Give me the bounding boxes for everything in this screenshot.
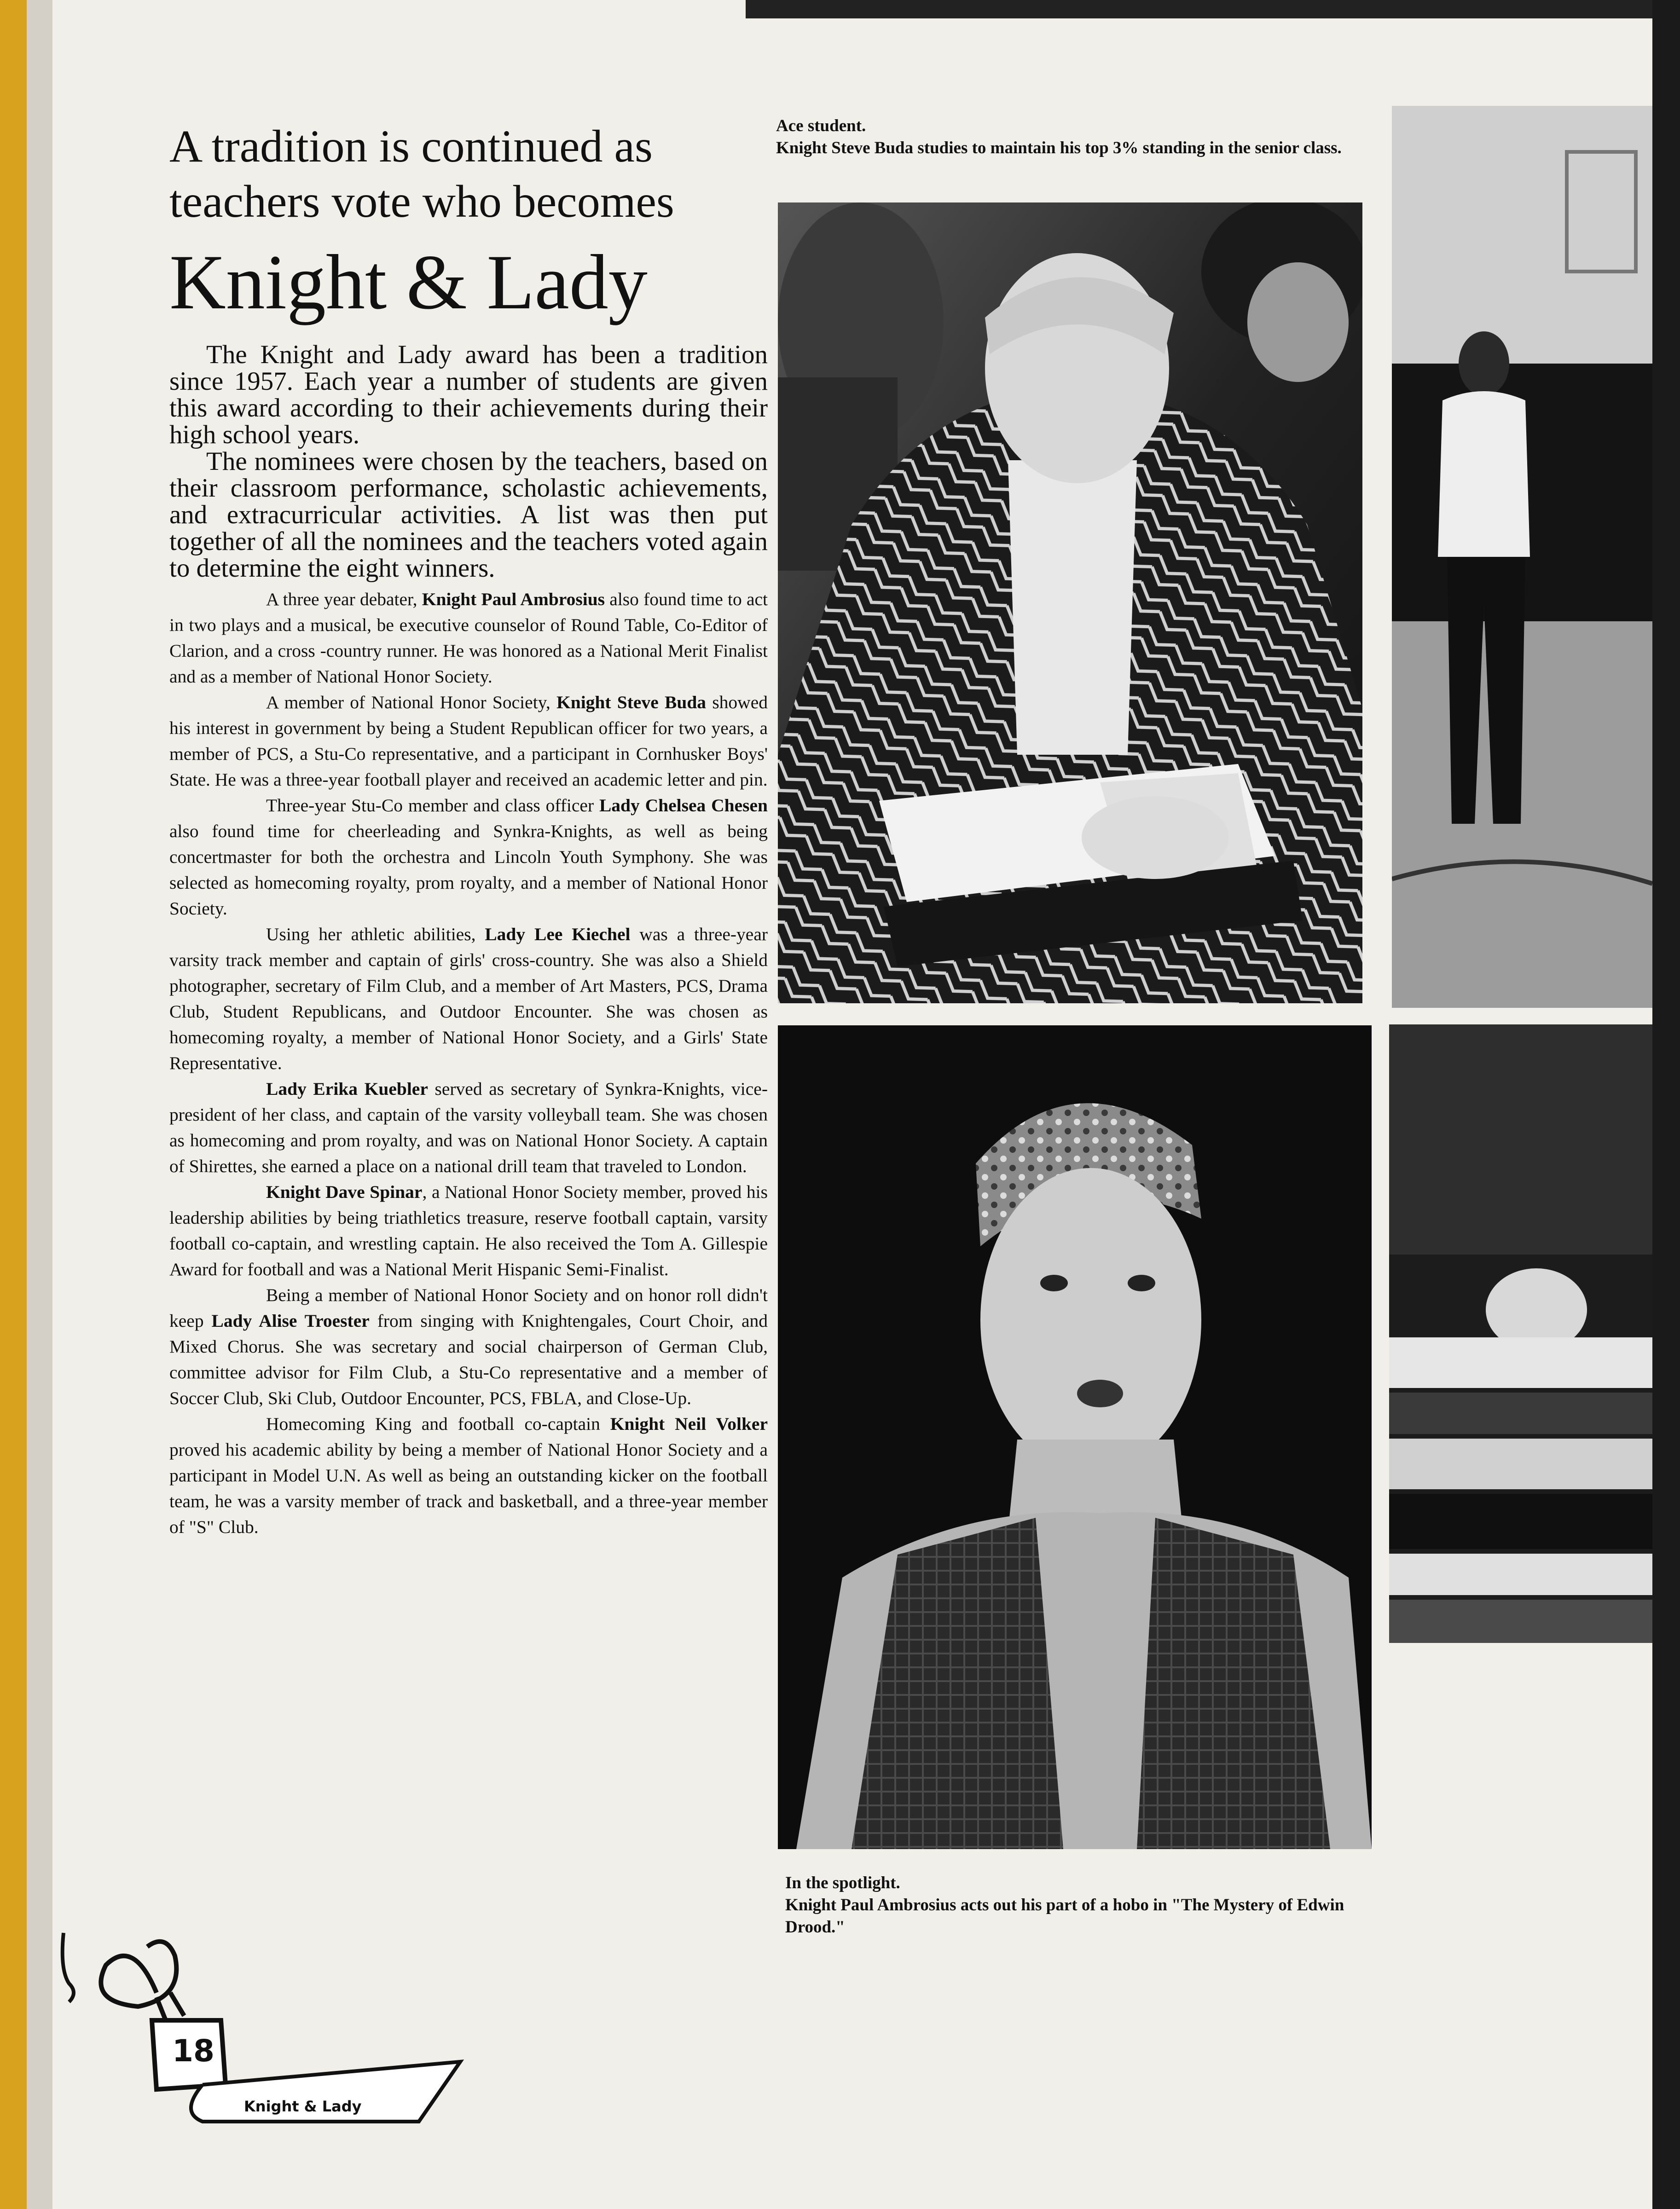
caption-title: In the spotlight. [785, 1874, 900, 1892]
bio-paragraph [169, 792, 768, 921]
bio-text: proved his academic ability by being a member of National Honor Society and a participant in Model U.N. As well as being an outstanding kicker on the football team, he was a varsity member of track and basketball, and a three-year member of "S" Club. [169, 1440, 768, 1537]
bio-text: Using her athletic abilities, [266, 924, 485, 944]
section-label: Knight & Lady [244, 2098, 362, 2115]
caption-text: Knight Paul Ambrosius acts out his part of a hobo in "The Mystery of Edwin Drood." [785, 1896, 1344, 1937]
intro-paragraph: The Knight and Lady award has been a tradition since 1957. Each year a number of students are given this award according to their achievements during their high school years. [169, 340, 768, 449]
bio-text: , a National Honor Society member, proved his leadership abilities by being triathletics treasure, reserve football captain, varsity football co-captain, and wrestling captain. He also received the Tom A. Gillespie Award for football and was a National Merit Hispanic Semi-Finalist. [169, 1182, 768, 1279]
page-edge-left [0, 0, 27, 2209]
bio-paragraph [169, 689, 768, 792]
intro-section [169, 341, 768, 582]
page-edge-top [746, 0, 1680, 18]
photo-student-studying [778, 202, 1362, 1003]
bio-name: Knight Paul Ambrosius [422, 589, 605, 609]
bio-paragraph [169, 1282, 768, 1411]
title-line-2: teachers vote who becomes [169, 176, 674, 227]
page-gutter [27, 0, 52, 2209]
bio-text: A three year debater, [266, 589, 422, 609]
bio-name: Knight Dave Spinar [266, 1182, 423, 1202]
bio-paragraph [169, 1411, 768, 1540]
photo-caption-bottom [785, 1872, 1402, 1938]
page-title [169, 119, 763, 330]
intro-paragraph: The nominees were chosen by the teachers, based on their classroom performance, scholastic achievements, and extracurricular activities. A list was then put together of all the nominees and the teachers voted again to determine the eight winners. [169, 447, 768, 583]
title-line-1: A tradition is continued as [169, 121, 653, 172]
bio-text: Being a member of National Honor Society and on honor roll didn't keep [169, 1285, 768, 1331]
bio-text: from singing with Knightengales, Court Choir, and Mixed Chorus. She was secretary and social chairperson of German Club, committee advisor for Film Club, a Stu-Co representative and a member of Soccer Club, Ski Club, Outdoor Encounter, PCS, FBLA, and Close-Up. [169, 1311, 768, 1408]
caption-text: Knight Steve Buda studies to maintain his top 3% standing in the senior class. [776, 139, 1342, 157]
bio-text: also found time for cheerleading and Synkra-Knights, as well as being concertmaster for both the orchestra and Lincoln Youth Symphony. She was selected as homecoming royalty, prom royalty, and a member of National Honor Society. [169, 821, 768, 919]
bio-text: Homecoming King and football co-captain [266, 1414, 610, 1434]
bio-paragraph [169, 586, 768, 689]
bio-name: Lady Erika Kuebler [266, 1079, 428, 1099]
bio-text: Three-year Stu-Co member and class officer [266, 795, 599, 815]
bio-paragraph [169, 1179, 768, 1282]
bio-name: Lady Lee Kiechel [485, 924, 631, 944]
photo-book-stack [1389, 1024, 1652, 1643]
bio-paragraph [169, 1076, 768, 1179]
bio-list [169, 586, 768, 1540]
bio-text: was a three-year varsity track member and captain of girls' cross-country. She was also a Shield photographer, secretary of Film Club, and a member of Art Masters, PCS, Drama Club, Student Republicans, and Outdoor Encounter. She was chosen as homecoming royalty, a member of National Honor Society, and a Girls' State Representative. [169, 924, 768, 1073]
bio-text: A member of National Honor Society, [266, 692, 556, 712]
bio-name: Knight Steve Buda [556, 692, 707, 712]
title-main: Knight & Lady [169, 239, 648, 325]
bio-text: also found time to act in two plays and a musical, be executive counselor of Round Table, Co-Editor of Clarion, and a cross -country runner. He was honored as a National Merit Finalist and as a member of National Honor Society. [169, 589, 768, 687]
bio-text: showed his interest in government by being a Student Republican officer for two years, a member of PCS, a Stu-Co representative, and a participant in Cornhusker Boys' State. He was a three-year football player and received an academic letter and pin. [169, 692, 768, 790]
photo-gym-walker [1392, 106, 1652, 1008]
bio-paragraph [169, 921, 768, 1076]
bio-name: Knight Neil Volker [610, 1414, 768, 1434]
bio-name: Lady Chelsea Chesen [599, 795, 768, 815]
page-number: 18 [172, 2033, 214, 2069]
folio-graphic [51, 1928, 465, 2168]
photo-caption-top [776, 115, 1374, 159]
bio-name: Lady Alise Troester [211, 1311, 370, 1331]
bio-text: served as secretary of Synkra-Knights, vice-president of her class, and captain of the varsity volleyball team. She was chosen as homecoming and prom royalty, and was on National Honor Society. A captain of Shirettes, she earned a place on a national drill team that traveled to London. [169, 1079, 768, 1176]
page-edge-right [1652, 0, 1680, 2209]
photo-actor-hobo [778, 1025, 1372, 1849]
article-body [169, 341, 768, 1540]
caption-title: Ace student. [776, 116, 866, 135]
